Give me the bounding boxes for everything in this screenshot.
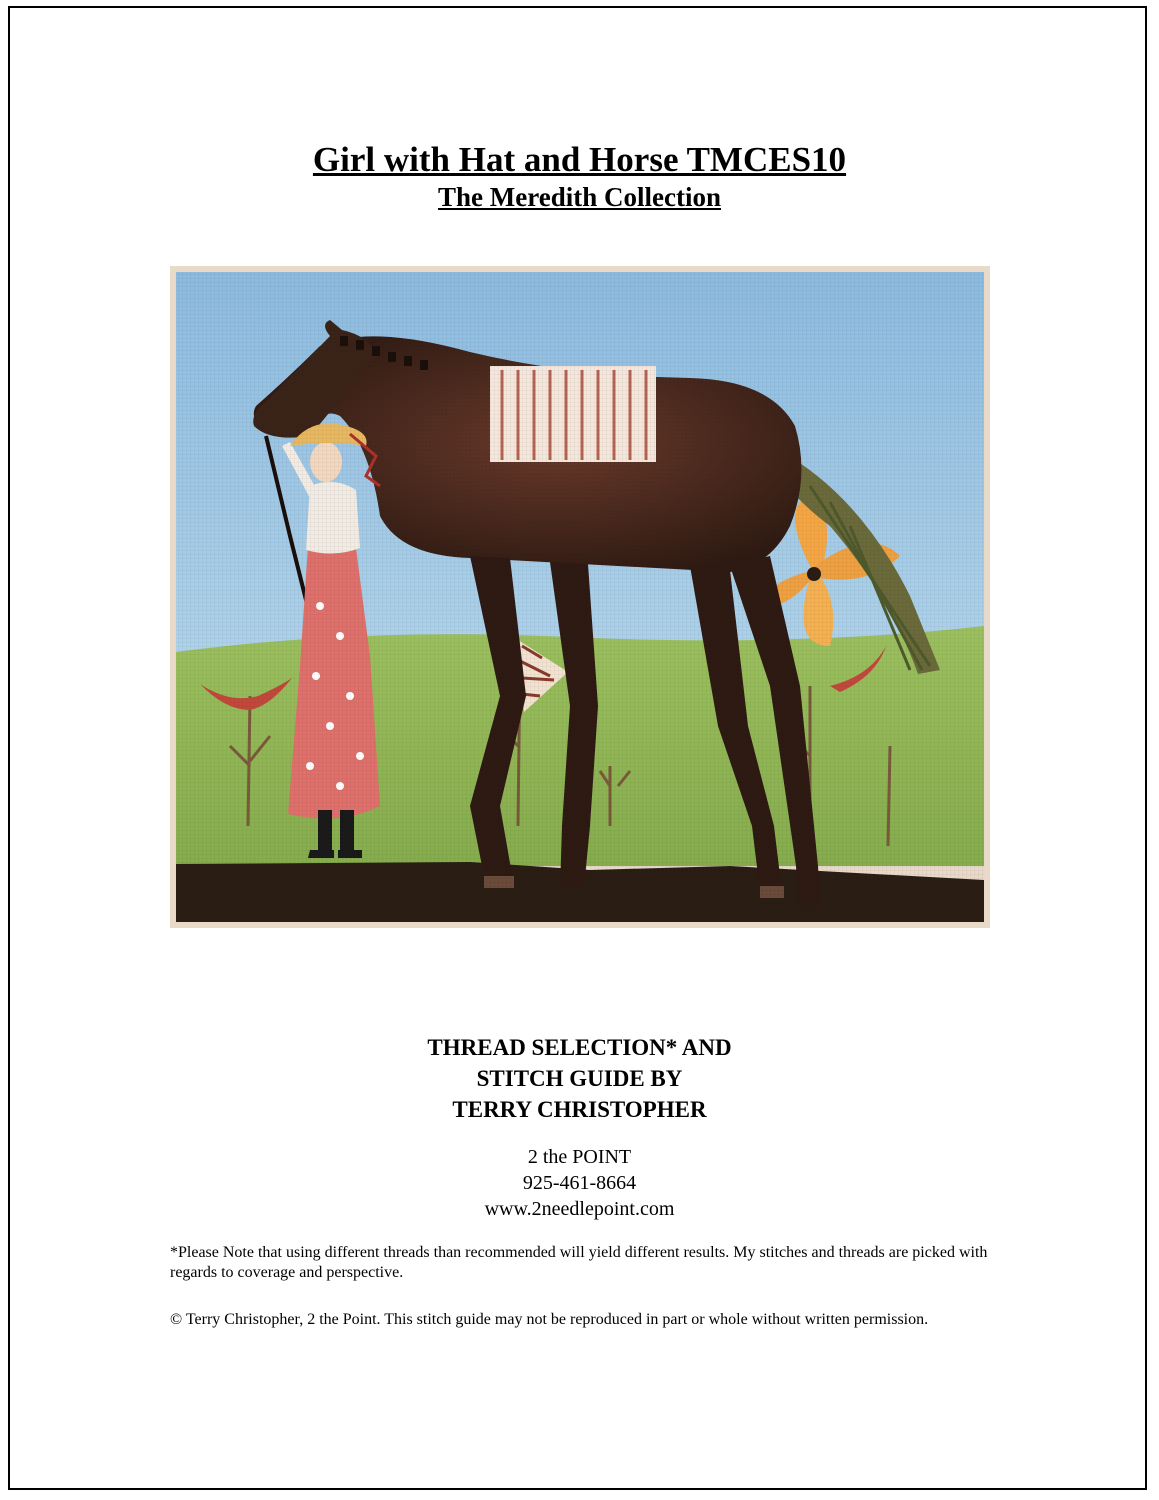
contact-block <box>0 1144 1159 1222</box>
website: www.2needlepoint.com <box>484 1198 675 1220</box>
credit-line: THREAD SELECTION* AND <box>427 1035 732 1060</box>
credit-line: TERRY CHRISTOPHER <box>452 1097 707 1122</box>
collection-subtitle: The Meredith Collection <box>438 182 721 212</box>
thread-note: *Please Note that using different threads than recommended will yield different results. My stitches and threads are picked with regards to coverage and perspective. <box>170 1244 988 1281</box>
credit-line: STITCH GUIDE BY <box>476 1066 683 1091</box>
needlepoint-canvas-image <box>170 266 990 928</box>
page-title: Girl with Hat and Horse TMCES10 <box>312 140 847 179</box>
artwork-illustration <box>170 266 990 928</box>
credit-block <box>0 1032 1159 1125</box>
phone-number: 925-461-8664 <box>522 1172 637 1194</box>
business-name: 2 the POINT <box>527 1146 632 1168</box>
copyright-notice: © Terry Christopher, 2 the Point. This stitch guide may not be reproduced in part or whole without written permission. <box>170 1311 929 1328</box>
